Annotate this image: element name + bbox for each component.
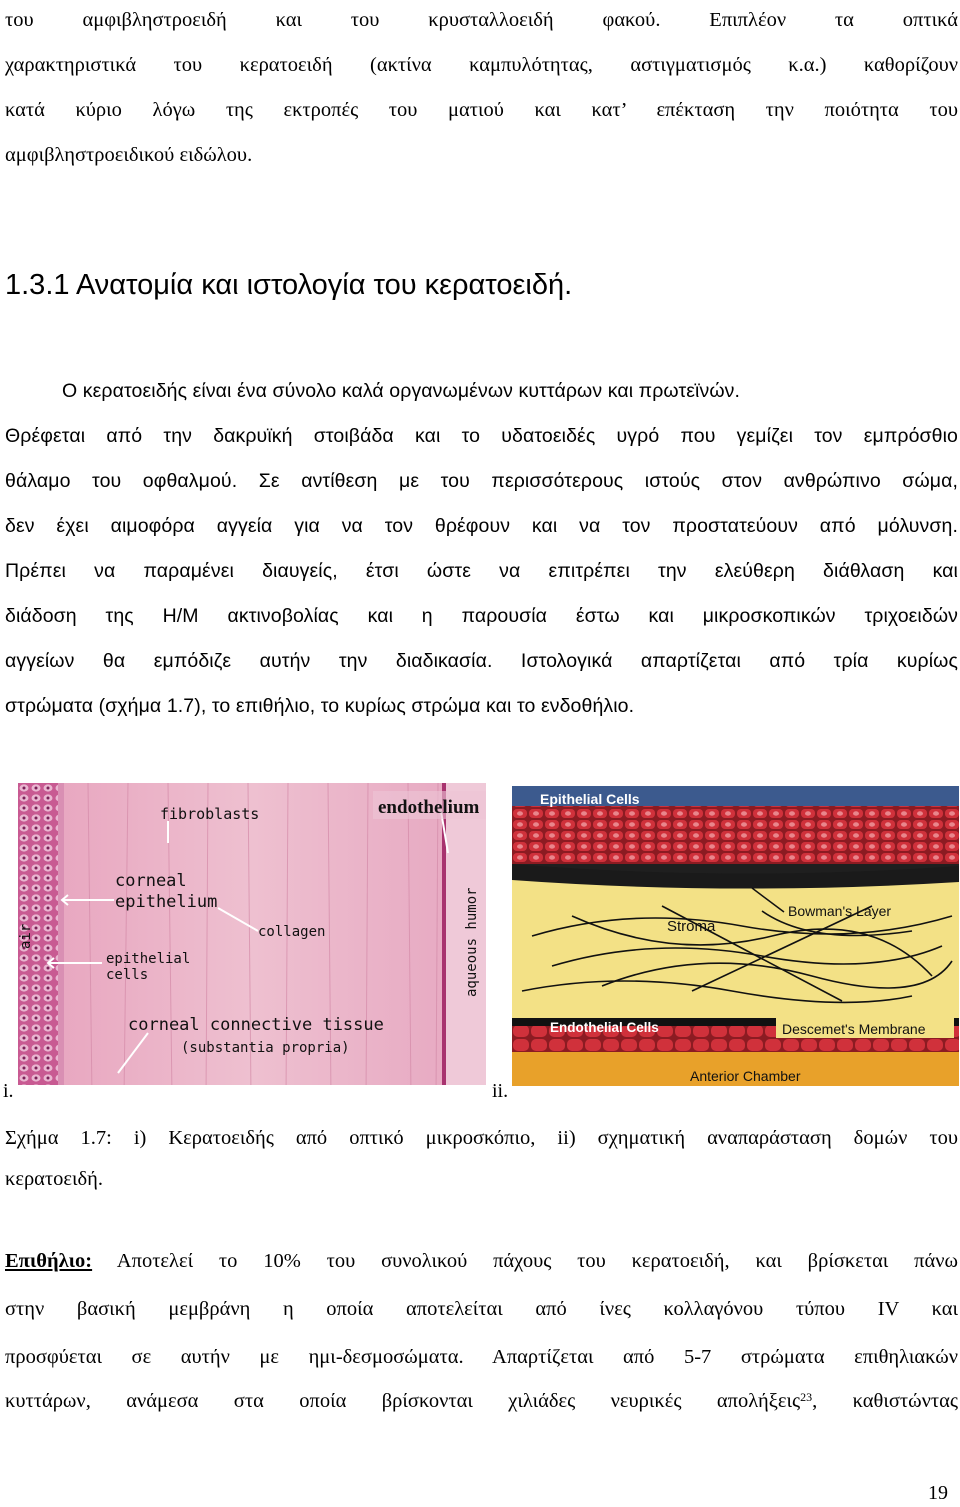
- term-epithelium: Επιθήλιο:: [5, 1250, 93, 1272]
- label-epithelial-cells: Epithelial Cells: [540, 791, 640, 807]
- paragraph-line: Θρέφεται από την δακρυϊκή στοιβάδα και το υδατοειδές υγρό που γεμίζει τον εμπρόσθιο: [5, 425, 958, 447]
- figure-caption-line1: Σχήμα 1.7: i) Κερατοειδής από οπτικό μικροσκόπιο, ii) σχηματική αναπαράσταση δομών του: [5, 1127, 958, 1149]
- label-endothelial-cells: Endothelial Cells: [550, 1020, 659, 1035]
- paragraph-line: διάδοση της Η/Μ ακτινοβολίας και η παρουσία έστω και μικροσκοπικών τριχοειδών: [5, 605, 958, 627]
- label-endothelium: endothelium: [378, 797, 480, 818]
- label-air: air: [18, 923, 34, 949]
- label-connective-tissue: corneal connective tissue: [128, 1015, 384, 1035]
- paragraph-line: στην βασική μεμβράνη η οποία αποτελείται από ίνες κολλαγόνου τύπου IV και: [5, 1298, 958, 1320]
- paragraph-text: , καθιστώντας: [812, 1390, 959, 1412]
- figure-marker-i: i.: [3, 1080, 14, 1102]
- paragraph-line: Ο κερατοειδής είναι ένα σύνολο καλά οργανωμένων κυττάρων και πρωτεϊνών.: [62, 380, 741, 402]
- histology-micrograph: [18, 783, 486, 1097]
- paragraph-line: στρώματα (σχήμα 1.7), το επιθήλιο, το κυρίως στρώμα και το ενδοθήλιο.: [5, 695, 635, 717]
- label-aqueous-humor: aqueous humor: [464, 887, 480, 997]
- cornea-schematic: [512, 786, 959, 1097]
- label-stroma: Stroma: [667, 918, 716, 935]
- label-epithelium: epithelium: [115, 892, 218, 912]
- page-number: 19: [928, 1482, 948, 1504]
- paragraph-line: θάλαμο του οφθαλμού. Σε αντίθεση με του περισσότερους ιστούς στον ανθρώπινο σώμα,: [5, 470, 958, 492]
- intro-line: χαρακτηριστικά του κερατοειδή (ακτίνα καμπυλότητας, αστιγματισμός κ.α.) καθορίζουν: [5, 54, 958, 76]
- intro-line: του αμφιβληστροειδή και του κρυσταλλοειδή φακού. Επιπλέον τα οπτικά: [5, 9, 958, 31]
- figure-caption-line2: κερατοειδή.: [5, 1168, 104, 1190]
- label-substantia-propria: (substantia propria): [181, 1040, 350, 1056]
- label-bowmans-layer: Bowman's Layer: [788, 903, 892, 919]
- paragraph-text: κυττάρων, ανάμεσα στα οποία βρίσκονται χιλιάδες νευρικές απολήξεις: [5, 1390, 801, 1412]
- paragraph-line: Πρέπει να παραμένει διαυγείς, έτσι ώστε να επιτρέπει την ελεύθερη διάθλαση και: [5, 560, 958, 582]
- paragraph-line: αγγείων θα εμπόδιζε αυτήν την διαδικασία. Ιστολογικά απαρτίζεται από τρία κυρίως: [5, 650, 958, 672]
- paragraph-line: δεν έχει αιμοφόρα αγγεία για να τον θρέφουν και να τον προστατεύουν από μόλυνση.: [5, 515, 958, 537]
- paragraph-line: [5, 1247, 958, 1275]
- paragraph-line: [5, 1387, 958, 1415]
- label-cells: cells: [106, 967, 149, 983]
- intro-line: κατά κύριο λόγω της εκτροπές του ματιού και κατ’ επέκταση την ποιότητα του: [5, 99, 958, 121]
- paragraph-line: προσφύεται σε αυτήν με ημι-δεσμοσώματα. Απαρτίζεται από 5-7 στρώματα επιθηλιακών: [5, 1346, 958, 1368]
- label-corneal: corneal: [115, 871, 187, 891]
- label-epithelial: epithelial: [106, 951, 191, 967]
- label-descemets-membrane: Descemet's Membrane: [782, 1021, 926, 1037]
- label-anterior-chamber: Anterior Chamber: [690, 1068, 801, 1084]
- section-heading: 1.3.1 Ανατομία και ιστολογία του κερατοειδή.: [5, 269, 573, 301]
- paragraph-text: Αποτελεί το 10% του συνολικού πάχους του κερατοειδή, και βρίσκεται πάνω: [92, 1250, 958, 1272]
- label-collagen: collagen: [258, 924, 326, 940]
- citation-superscript: 23: [800, 1390, 813, 1404]
- intro-line: αμφιβληστροειδικού ειδώλου.: [5, 144, 253, 166]
- figure-marker-ii: ii.: [492, 1080, 509, 1102]
- label-fibroblasts: fibroblasts: [160, 805, 260, 823]
